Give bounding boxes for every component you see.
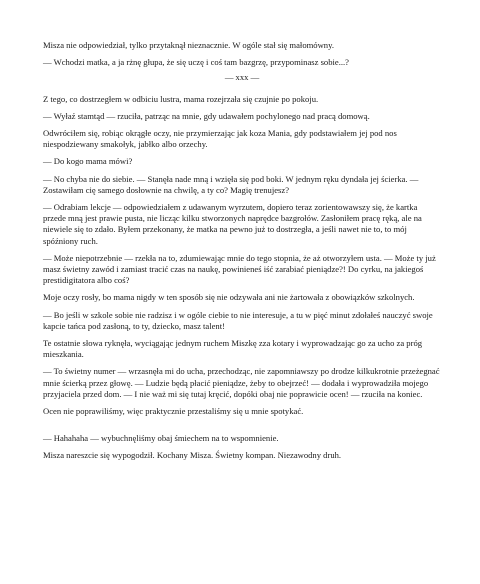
paragraph: — Hahahaha — wybuchnęliśmy obaj śmiechem na to wspomnienie. bbox=[43, 433, 279, 444]
paragraph: Ocen nie poprawiliśmy, więc praktycznie przestaliśmy się u mnie spotykać. bbox=[43, 406, 304, 417]
blank-line bbox=[43, 423, 441, 433]
section-separator: — xxx — bbox=[224, 72, 260, 83]
paragraph: — Bo jeśli w szkole sobie nie radzisz i w ogóle ciebie to nie interesuje, a tu w pięć minut zdołałeś nauczyć swoje kapcie tańca pod zasłoną, to ty, dziecko, masz talent! bbox=[43, 309, 433, 331]
document-page bbox=[43, 40, 441, 462]
paragraph: Misza nareszcie się wypogodził. Kochany Misza. Świetny kompan. Niezawodny druh. bbox=[43, 450, 342, 461]
paragraph: — Wchodzi matka, a ja rżnę głupa, że się uczę i coś tam bazgrzę, przypominasz sobie...? bbox=[43, 57, 349, 68]
paragraph: — No chyba nie do siebie. — Stanęła nade mną i wzięła się pod boki. W jednym ręku dyndała jej ścierka. — Zostawiłam cię samego dosłownie na chwilę, a ty co? Magię trenujesz? bbox=[43, 173, 419, 195]
paragraph: — Może niepotrzebnie — rzekła na to, zdumiewając mnie do tego stopnia, że aż otworzyłem usta. — Może ty już masz świetny zawód i zamiast tracić czas na naukę, powinieneś iść zarabiać pieniądze?! Do cyrku, na jakiegoś prestidigitatora albo coś? bbox=[43, 252, 436, 286]
paragraph: — Do kogo mama mówi? bbox=[43, 156, 133, 167]
paragraph: — Odrabiam lekcje — odpowiedziałem z udawanym wyrzutem, dopiero teraz zorientowawszy się, że kartka przede mną jest prawie pusta, nie licząc kilku stworzonych naprędce bazgrołów. Zasłoniłem pracę ręką, ale na niewiele się to zdało. Byłem przekonany, że matka na pewno już to dostrzegła, a jeśli nawet nie to, to mój spóźniony ruch. bbox=[43, 202, 422, 246]
paragraph: Te ostatnie słowa ryknęła, wyciągając jednym ruchem Miszkę zza kotary i wyprowadzając go za ucho za próg mieszkania. bbox=[43, 338, 423, 360]
paragraph: Odwróciłem się, robiąc okrągłe oczy, nie przymierzając jak koza Mania, gdy podstawiałem jej pod nos niespodziewany smakołyk, jabłko albo orzechy. bbox=[43, 128, 397, 150]
paragraph: Z tego, co dostrzegłem w odbiciu lustra, mama rozejrzała się czujnie po pokoju. bbox=[43, 93, 319, 104]
paragraph: Misza nie odpowiedział, tylko przytaknął nieznacznie. W ogóle stał się małomówny. bbox=[43, 40, 334, 50]
paragraph: Moje oczy rosły, bo mama nigdy w ten sposób się nie odzywała ani nie żartowała z obowiązków szkolnych. bbox=[43, 292, 415, 303]
paragraph: — To świetny numer — wrzasnęła mi do ucha, przechodząc, nie zapomniawszy po drodze kilkukrotnie przeżegnać mnie ścierką przez głowę. — Ludzie będą płacić pieniądze, żeby to obejrzeć! — dodała i wyprowadziła mojego przyjaciela przed dom. — I nie waż mi się tutaj kręcić, dopóki obaj nie poprawicie ocen! — rzuciła na koniec. bbox=[43, 366, 440, 399]
paragraph: — Wyłaź stamtąd — rzuciła, patrząc na mnie, gdy udawałem pochylonego nad pracą domową. bbox=[43, 110, 370, 121]
